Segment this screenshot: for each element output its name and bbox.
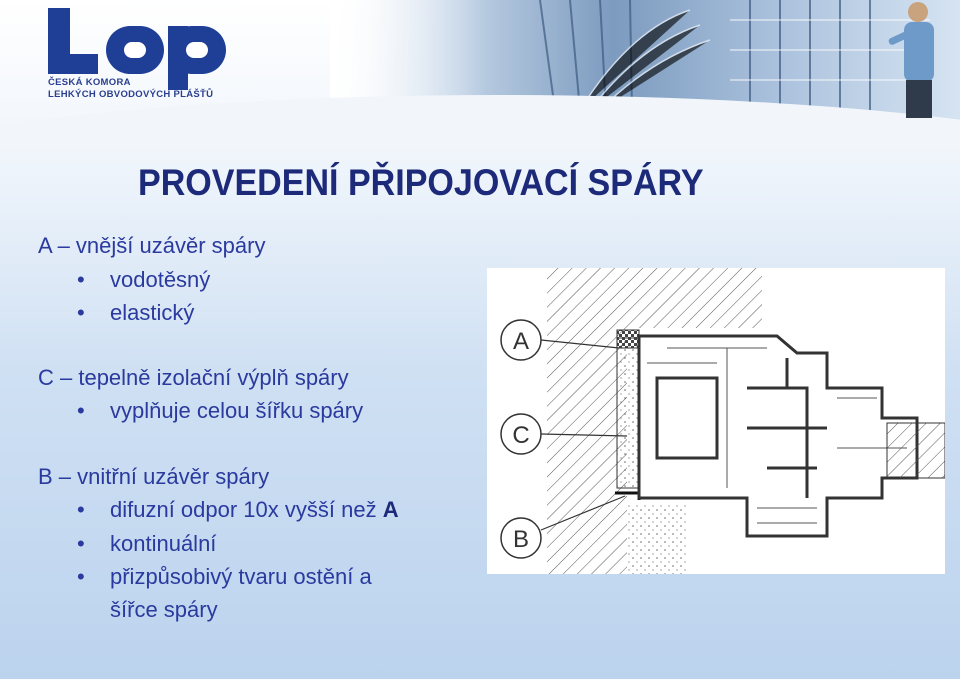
section-a-bullet-2: elastický [110,300,195,325]
section-c-heading: C – tepelně izolační výplň spáry [38,365,349,390]
bullet-marker: • [77,497,85,522]
section-b-heading: B – vnitřní uzávěr spáry [38,464,270,489]
section-a-heading: A – vnější uzávěr spáry [38,233,266,258]
bullet-marker: • [77,564,85,589]
section-b-bullet-3-line2: šířce spáry [110,597,218,622]
wall-hatch [547,268,627,574]
logo-subtitle-line1: ČESKÁ KOMORA [48,77,131,88]
glazing [887,423,945,478]
section-b-bullet-1-text: difuzní odpor 10x vyšší než [110,497,383,522]
insulation-fill [617,338,639,488]
bullet-marker: • [77,267,85,292]
person-image [880,0,950,118]
bullet-marker: • [77,300,85,325]
header-banner [0,0,960,150]
svg-text:B: B [512,526,530,553]
joint-drawing-svg [487,268,945,574]
bullet-marker: • [77,398,85,423]
section-b-bullet-3-line1: přizpůsobivý tvaru ostění a [110,564,372,589]
section-b-bullet-1-bold: A [382,497,399,522]
section-b-bullet-2: kontinuální [110,531,217,556]
section-a-bullet-1: vodotěsný [110,267,211,292]
section-b-bullet-1 [110,497,399,523]
svg-text:A: A [512,328,530,355]
joint-section-drawing [487,268,945,574]
outer-seal [617,330,639,348]
page-title: PROVEDENÍ PŘIPOJOVACÍ SPÁRY [138,162,704,203]
sill-area [627,503,687,574]
section-c-bullet-1: vyplňuje celou šířku spáry [110,398,364,423]
lintel-hatch [627,268,762,328]
bullet-marker: • [77,531,85,556]
svg-text:C: C [512,422,530,449]
logo-subtitle-line2: LEHKÝCH OBVODOVÝCH PLÁŠŤŮ [48,89,214,100]
